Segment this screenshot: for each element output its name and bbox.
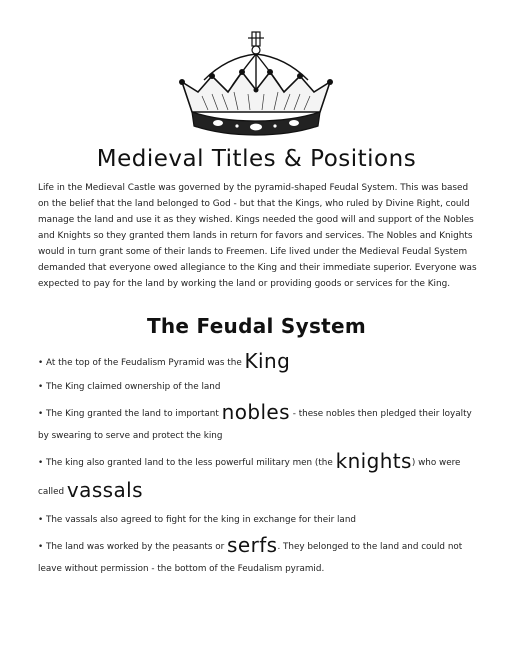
list-item [38,509,480,531]
bullet-text: - these nobles then pledged their loyalty by swearing to serve and protect the king [38,409,472,441]
bullet-text: • The King claimed ownership of the land [38,382,221,392]
section-title: The Feudal System [146,314,367,338]
crown-icon [168,30,344,140]
bullet-text: • The king also granted land to the less powerful military men (the [38,458,336,468]
emphasis-word: nobles [221,400,290,424]
bullet-text: called [38,487,67,497]
list-item [38,535,480,580]
list-item [38,451,480,474]
emphasis-word: knights [335,449,412,473]
page-title: Medieval Titles & Positions [96,146,417,172]
list-item [38,351,480,374]
bullet-text: ) who were [411,458,461,468]
list-item [38,480,480,503]
bullet-text: • The land was worked by the peasants or [38,542,228,552]
bullet-text: . They belonged to the land and could not leave without permission - the bottom of the Feudalism pyramid. [38,542,463,574]
bullet-text: • At the top of the Feudalism Pyramid was the [38,358,245,368]
list-item [38,402,480,447]
list-item [38,376,480,398]
emphasis-word: vassals [66,478,143,502]
bullet-text: • The King granted the land to important [38,409,222,419]
emphasis-word: King [244,349,291,373]
bullet-list [38,345,480,580]
emphasis-word: serfs [227,533,278,557]
bullet-text: • The vassals also agreed to fight for the king in exchange for their land [38,515,356,525]
intro-paragraph: Life in the Medieval Castle was governed by the pyramid-shaped Feudal System. This was based on the belief that the land belonged to God - but that the Kings, who ruled by Divine Right, could manage the land and use it as they wished. Kings needed the good will and support of the Nobles and Knights so they granted them lands in return for favors and services. The Nobles and Knights would in turn grant some of their lands to Freemen. Life lived under the Medieval Feudal System demanded that everyone owed allegiance to the King and their immediate superior. Everyone was expected to pay for the land by working the land or providing goods or services for the King. [38,183,477,289]
